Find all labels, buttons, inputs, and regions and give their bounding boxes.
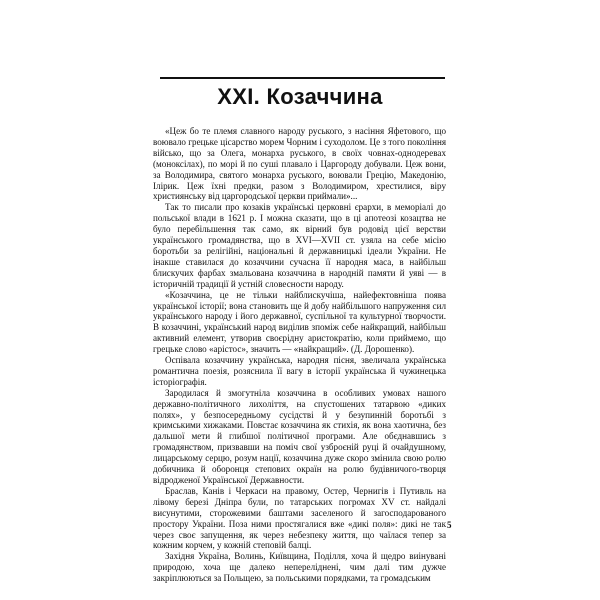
- paragraph: «Козаччина, це не тільки найблискучіша, найефектовніша поява української історії; вона становить ще й добу найбільшого напруження сил українського народу і його державної, суспільної та культурної творчости. В козаччині, український народ виділив зпоміж себе найкращий, найбільш активний елемент, утворив своєрідну аристократію, коли приймемо, що грецьке слово «арістос», значить — «найкращий». (Д. Дорошенко).: [153, 289, 446, 355]
- header-rule: [160, 77, 445, 79]
- paragraph: Західня Україна, Волинь, Київщина, Поділля, хоча й щедро виінувані природою, хоча ще далеко непереліднені, чим далі тим дужче закріплюються за Польщею, за польськими порядками, та громадським: [153, 551, 446, 584]
- page-number: 5: [447, 520, 452, 530]
- paragraph: Оспівала козаччину українська, народня пісня, звеличала українська романтична поезія, розяснила її вагу в історії українська й чужинецька історіографія.: [153, 355, 446, 387]
- chapter-title: XXI. Козаччина: [217, 84, 383, 109]
- paragraph: «Цеж бо те племя славного народу руського, з насіння Яфетового, що воювало грецьке цісарство морем Чорним і суходолом. Це з того покоління військо, що за Олега, монарха руського, в своїх човнах-однодеревах (моноксілах), по морі й по суші плавало і Царгороду добували. Цеж вони, за Володимира, святого монарха руського, воювали Грецію, Македонію, Ілірик. Цеж їхні предки, разом з Володимиром, хрестилися, віру християнську від царгородської церкви приймали»...: [153, 126, 446, 202]
- chapter-body: [153, 126, 446, 584]
- paragraph: Так то писали про козаків українські церковні єрархи, в меморіалі до польської влади в 1621 р. І можна сказати, що в ці апотеозі козацтва не було перебільшення так само, як вірний був родовід цієї верстви українського громадянства, що в XVI—XVII ст. узяла на себе місію боротьби за релігійні, національні й державницькі ідеали України. Не інакше ставилася до козаччини сучасна її народня маса, в найбільш блискучих фарбах змальована козаччина в народній памяти й уяві — в історичній традиції й устній словесности народу.: [153, 202, 446, 289]
- paragraph: Браслав, Канів і Черкаси на правому, Остер, Чернигів і Путивль на лівому березі Дніпра були, по татарських погромах XV ст. найдалі висунутими, сторожевими баштами заселеного й загосподарованого простору України. Поза ними простягалися вже «дикі поля»: дикі не так через своє запущення, як через небезпеку життя, що чаїлася тепер за кожним корчем, у кожній степовій балці.: [153, 485, 446, 551]
- paragraph: Зародилася й змогутніла козаччина в особливих умовах нашого державно-політичного лихоліття, на спустошених татарвою «диких полях», у безпосередньому сусідстві й у безупинній боротьбі з кримськими хижаками. Повстає козаччина як стихія, як вона хаотична, без дальшої мети й глибшої політичної програми. Але обєднавшись з громадянством, призвавши на поміч свої узброєній руці й очайдушному, лицарському серцю, розум нації, козаччина дуже скоро змінила свою ролю добичника й оборонця степових окраїн на ролю будівничого-творця відродженої Української Державности.: [153, 387, 446, 485]
